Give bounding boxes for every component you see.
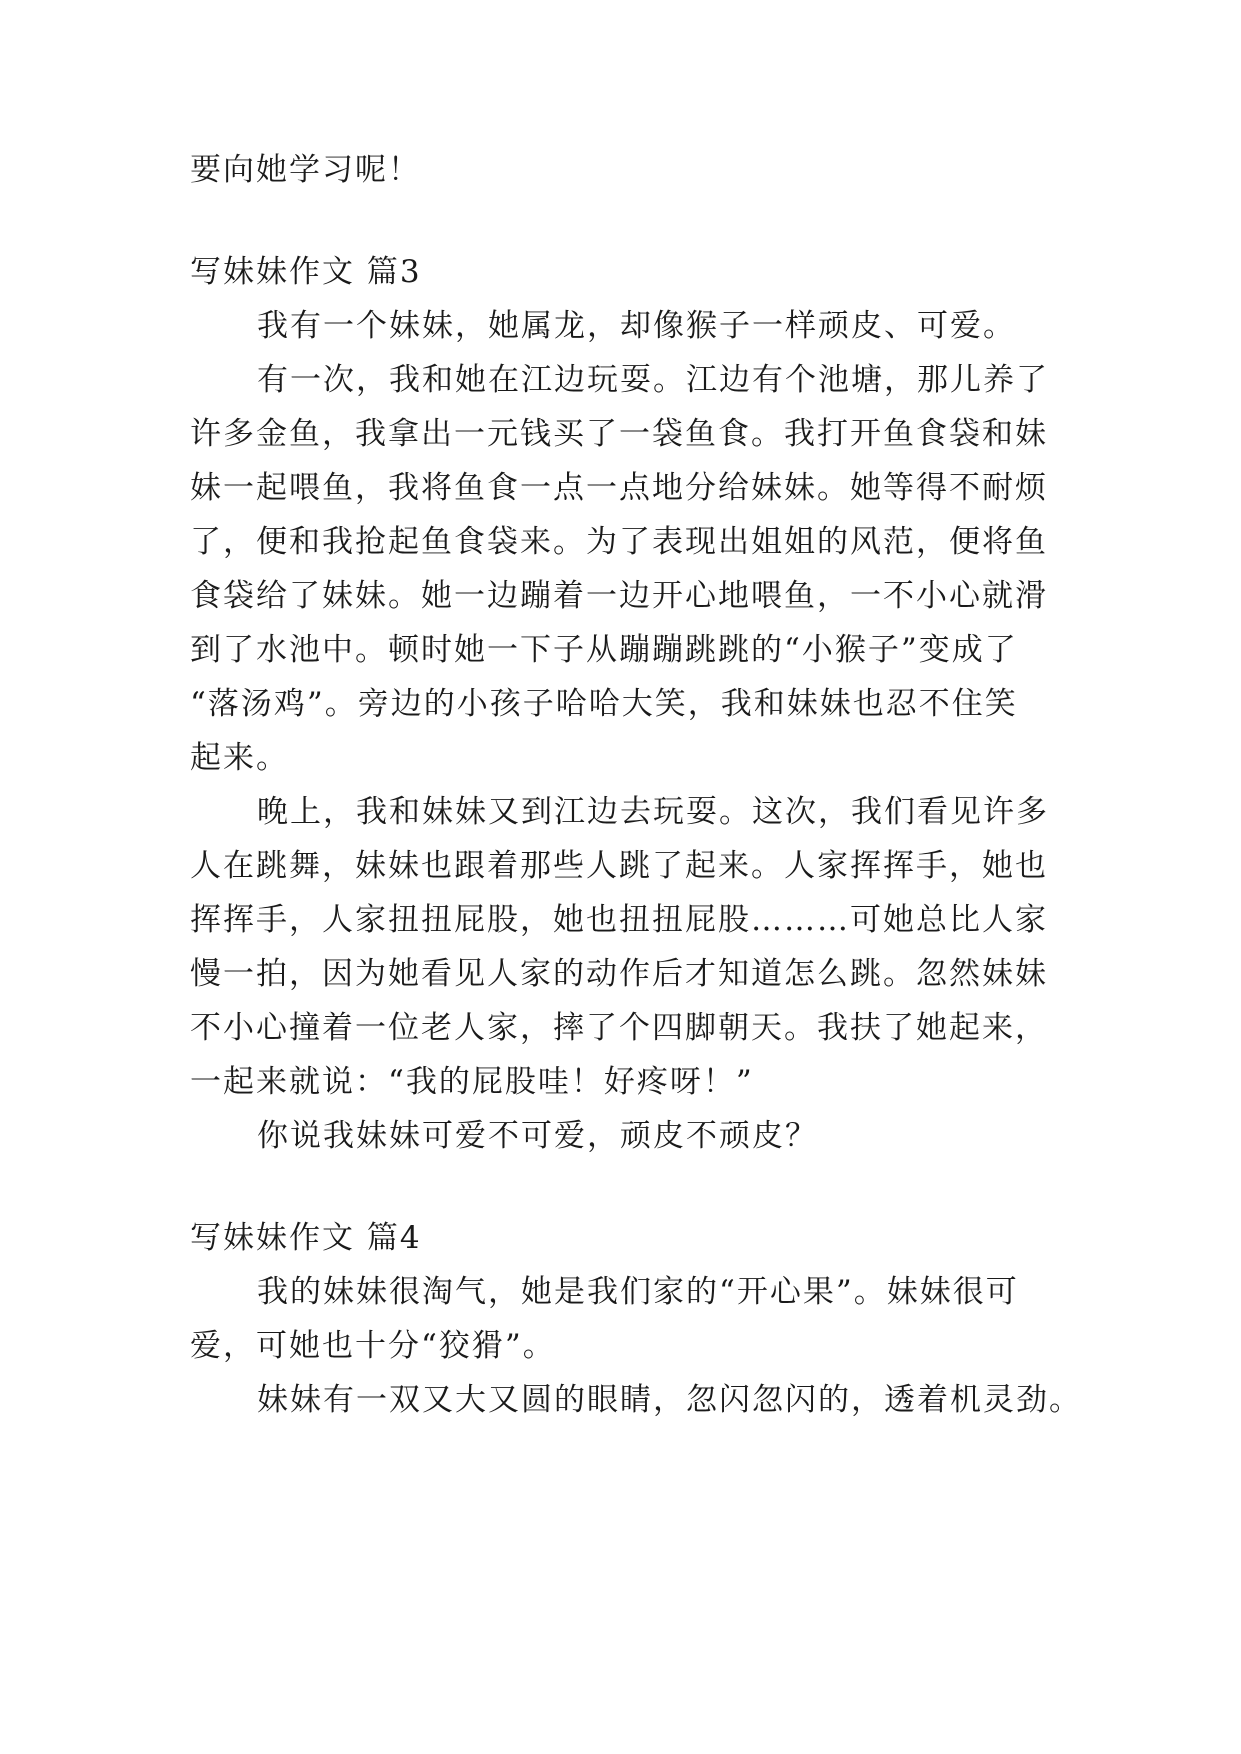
paragraph-line: 慢一拍，因为她看见人家的动作后才知道怎么跳。忽然妹妹	[190, 956, 1048, 992]
paragraph-line: “落汤鸡”。旁边的小孩子哈哈大笑，我和妹妹也忍不住笑	[190, 686, 1018, 722]
paragraph-line: 我的妹妹很淘气，她是我们家的“开心果”。妹妹很可	[257, 1274, 1019, 1310]
paragraph-line: 不小心撞着一位老人家，摔了个四脚朝天。我扶了她起来，	[190, 1010, 1048, 1046]
paragraph-line: 起来。	[190, 740, 289, 776]
paragraph-line: 了，便和我抢起鱼食袋来。为了表现出姐姐的风范，便将鱼	[190, 524, 1048, 560]
paragraph-line: 要向她学习呢！	[190, 152, 421, 188]
section-heading: 写妹妹作文 篇4	[190, 1220, 422, 1256]
paragraph-line: 到了水池中。顿时她一下子从蹦蹦跳跳的“小猴子”变成了	[190, 632, 1018, 668]
paragraph-line: 许多金鱼，我拿出一元钱买了一袋鱼食。我打开鱼食袋和妹	[190, 416, 1048, 452]
paragraph-line: 挥挥手，人家扭扭屁股，她也扭扭屁股………可她总比人家	[190, 902, 1048, 938]
paragraph-line: 妹一起喂鱼，我将鱼食一点一点地分给妹妹。她等得不耐烦	[190, 470, 1048, 506]
paragraph-line: 食袋给了妹妹。她一边蹦着一边开心地喂鱼，一不小心就滑	[190, 578, 1048, 614]
paragraph-line: 晚上，我和妹妹又到江边去玩耍。这次，我们看见许多	[257, 794, 1049, 830]
paragraph-line: 妹妹有一双又大又圆的眼睛，忽闪忽闪的，透着机灵劲。	[257, 1382, 1082, 1418]
paragraph-line: 你说我妹妹可爱不可爱，顽皮不顽皮？	[257, 1118, 818, 1154]
paragraph-line: 一起来就说：“我的屁股哇！好疼呀！”	[190, 1064, 754, 1100]
paragraph-line: 人在跳舞，妹妹也跟着那些人跳了起来。人家挥挥手，她也	[190, 848, 1048, 884]
section-heading: 写妹妹作文 篇3	[190, 254, 422, 290]
paragraph-line: 我有一个妹妹，她属龙，却像猴子一样顽皮、可爱。	[257, 308, 1016, 344]
paragraph-line: 有一次，我和她在江边玩耍。江边有个池塘，那儿养了	[257, 362, 1049, 398]
paragraph-line: 爱，可她也十分“狡猾”。	[190, 1328, 556, 1364]
